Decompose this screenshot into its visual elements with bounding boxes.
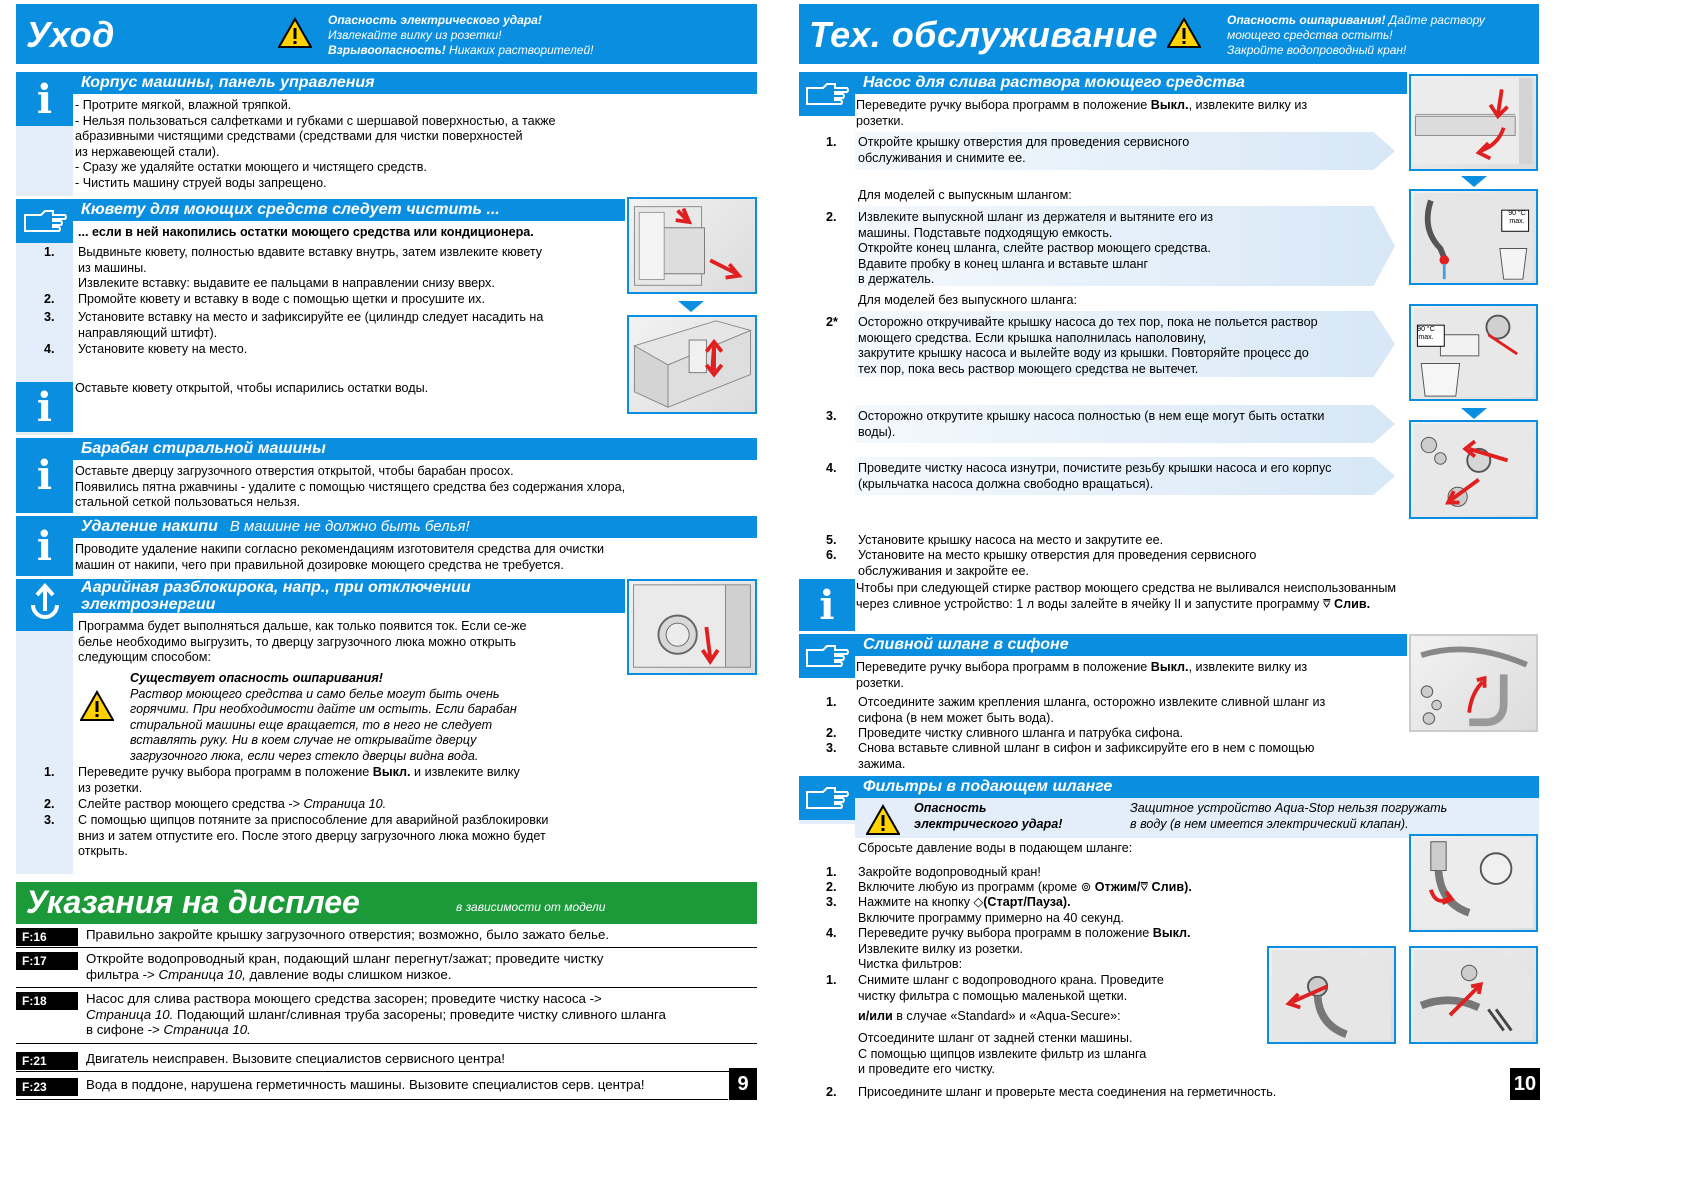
scald-warning: Существует опасность ошпаривания! Раствор моющего средства и само белье могут быть очень горячими. При необходимости дайте им остыть. Если барабан стиральной машины еще вращается, то в него не следует вставлять руку. Ни в коем случае не открывайте дверцу загрузочного люка, если через стекло дверцы видна вода. — [130, 671, 517, 763]
section-title-filters: Фильтры в подающем шланге — [855, 776, 1539, 798]
section-title-drum: Барабан стиральной машины — [73, 438, 757, 460]
step-number: 3. — [44, 813, 55, 827]
siphon-intro: Переведите ручку выбора программ в положение Выкл., извлеките вилку из розетки. — [856, 660, 1308, 690]
info-icon: i — [16, 438, 73, 513]
right-page — [778, 0, 1557, 1110]
drawer-step-2: Промойте кювету и вставку в воде с помощью щетки и просушите их. — [78, 292, 485, 306]
warning-triangle-icon — [278, 17, 312, 49]
step-number: 1. — [826, 865, 837, 879]
error-row-f17: F:17 Откройте водопроводный кран, подающий шланг перегнут/зажат; проведите чистку фильтра -> Страница 10, давление воды слишком низкое. — [16, 950, 757, 988]
pump-step-5: Установите крышку насоса на место и закрутите ее. — [858, 533, 1164, 547]
housing-text: - Протрите мягкой, влажной тряпкой. - Нельзя пользоваться салфетками и губками с шершавой поверхностью, а также абразивными чистящими средствами (средствами для чистки поверхностей из нержавеющей стали). - Сразу же удаляйте остатки моющего и чистящего средств. - Чистить машину струей воды запрещено. — [75, 98, 556, 190]
pump-nohose-heading: Для моделей без выпускного шланга: — [858, 293, 1078, 307]
filters-illustration-3 — [1409, 946, 1538, 1044]
step-number: 2* — [826, 315, 838, 329]
info-icon: i — [16, 516, 73, 576]
drawer-step-4: Установите кювету на место. — [78, 342, 248, 356]
warning-triangle-icon — [80, 690, 114, 722]
hand-pointing-icon — [799, 72, 855, 116]
filters-step-1: Закройте водопроводный кран! — [858, 865, 1041, 879]
pump-hose-heading: Для моделей с выпускным шлангом: — [858, 188, 1072, 202]
filters-clean-step-1: Снимите шланг с водопроводного крана. Проведите чистку фильтра с помощью маленькой щетки. — [858, 973, 1164, 1003]
header-warning: Опасность ошпаривания! Дайте раствору моющего средства остыть! Закройте водопроводный кран! — [1227, 13, 1485, 57]
pump-illustration-3 — [1409, 304, 1538, 401]
pump-tip: Чтобы при следующей стирке раствор моющего средства не выливался неиспользованным через сливное устройство: 1 л воды залейте в ячейку II и запустите программу ⩢ Слив. — [856, 581, 1397, 611]
info-icon: i — [16, 72, 73, 126]
filters-clean-step-2: Присоедините шланг и проверьте места соединения на герметичность. — [858, 1085, 1277, 1099]
step-number: 3. — [44, 310, 55, 324]
left-page — [0, 0, 778, 1110]
unlock-arrow-icon — [16, 579, 73, 631]
page-number: 10 — [1510, 1068, 1540, 1100]
step-number: 3. — [826, 741, 837, 755]
pump-step-1: Откройте крышку отверстия для проведения сервисного обслуживания и снимите ее. — [858, 135, 1190, 165]
step-number: 2. — [826, 726, 837, 740]
pump-step-6: Установите на место крышку отверстия для проведения сервисного обслуживания и закройте ее. — [858, 548, 1257, 578]
pump-step-3: Осторожно открутите крышку насоса полностью (в нем еще могут быть остатки воды). — [858, 409, 1325, 439]
filters-intro: Сбросьте давление воды в подающем шланге: — [858, 841, 1133, 855]
hand-pointing-icon — [799, 634, 855, 678]
step-number: 1. — [44, 765, 55, 779]
drum-text: Оставьте дверцу загрузочного отверстия открытой, чтобы барабан просох. Появились пятна ржавчины - удалите с помощью чистящего средства без содержания хлора, стальной сеткой пользоваться нельзя. — [75, 464, 626, 509]
hand-pointing-icon — [799, 776, 855, 820]
drawer-step-1: Выдвиньте кювету, полностью вдавите вставку внутрь, затем извлеките кювету из машины. Извлеките вставку: выдавите ее пальцами в направлении снизу вверх. — [78, 245, 543, 290]
siphon-step-1: Отсоедините зажим крепления шланга, осторожно извлеките сливной шланг из сифона (в нем может быть вода). — [858, 695, 1326, 725]
step-number: 3. — [826, 409, 837, 423]
header-warning: Опасность электрического удара! Извлекайте вилку из розетки! Взрывоопасность! Никаких растворителей! — [328, 13, 594, 57]
drain-symbol-icon: ⩢ — [1140, 880, 1149, 894]
step-number: 1. — [826, 135, 837, 149]
pump-intro: Переведите ручку выбора программ в положение Выкл., извлеките вилку из розетки. — [856, 98, 1308, 128]
warning-triangle-icon — [1167, 17, 1201, 49]
step-number: 6. — [826, 548, 837, 562]
error-row-f18: F:18 Насос для слива раствора моющего средства засорен; проведите чистку насоса -> Страница 10. Подающий шланг/сливная труба засорены; проведите чистку сливного шланга в сифоне -> Страница 10. — [16, 990, 757, 1044]
descaling-text: Проводите удаление накипи согласно рекомендациям изготовителя средства для очистки машин от накипи, чего при правильной дозировке моющего средства не требуется. — [75, 542, 605, 572]
emergency-step-3: С помощью щипцов потяните за приспособление для аварийной разблокировки вниз и затем отпустите его. После этого дверцу загрузочного люка можно будет открыть. — [78, 813, 549, 858]
filters-illustration-2 — [1267, 946, 1396, 1044]
info-icon: i — [799, 579, 855, 631]
page-title: Тех. обслуживание — [809, 14, 1158, 55]
emergency-intro: Программа будет выполняться дальше, как только появится ток. Если се-же белье необходимо выгрузить, то дверцу загрузочного люка можно открыть следующим способом: — [78, 619, 527, 664]
step-number: 4. — [826, 461, 837, 475]
step-number: 5. — [826, 533, 837, 547]
step-number: 4. — [826, 926, 837, 940]
filters-step-3: Нажмите на кнопку ◇(Старт/Пауза). Включите программу примерно на 40 секунд. — [858, 895, 1124, 925]
step-number: 2. — [44, 797, 55, 811]
pump-step-2: Извлеките выпускной шланг из держателя и вытяните его из машины. Подставьте подходящую емкость. Откройте конец шланга, слейте раствор моющего средства. Вдавите пробку в конец шланга и вставьте шланг в держатель. — [858, 210, 1214, 286]
step-number: 2. — [826, 1085, 837, 1099]
siphon-step-3: Снова вставьте сливной шланг в сифон и зафиксируйте его в нем с помощью зажима. — [858, 741, 1315, 771]
drawer-tip: Оставьте кювету открытой, чтобы испарились остатки воды. — [75, 381, 429, 395]
arrow-down-icon — [1461, 408, 1487, 419]
filters-alt-heading: и/или в случае «Standard» и «Aqua-Secure»: — [858, 1009, 1121, 1023]
filters-alt-text: Отсоедините шланг от задней стенки машины. С помощью щипцов извлеките фильтр из шланга и проведите его чистку. — [858, 1031, 1147, 1076]
step-number: 4. — [44, 342, 55, 356]
section-title-emergency: Аарийная разблокирока, напр., при отключении электроэнергии — [73, 579, 625, 613]
spin-icon: ⊚ — [1080, 880, 1095, 894]
section-title-housing: Корпус машины, панель управления — [73, 72, 757, 94]
pump-step-2-alt: Осторожно откручивайте крышку насоса до тех пор, пока не польется раствор моющего средства. Если крышка наполнилась наполовину, закрутите крышку насоса и вылейте воду из крышки. Повторяйте процесс до тех пор, пока весь раствор моющего средства не вытечет. — [858, 315, 1318, 376]
filters-step-2: Включите любую из программ (кроме ⊚ Отжим/⩢ Слив). — [858, 880, 1192, 894]
step-number: 2. — [826, 880, 837, 894]
emergency-step-1: Переведите ручку выбора программ в положение Выкл. и извлеките вилку из розетки. — [78, 765, 520, 795]
filters-illustration-1 — [1409, 834, 1538, 932]
pump-illustration-4 — [1409, 420, 1538, 519]
drawer-intro: ... если в ней накопились остатки моющего средства или кондиционера. — [78, 225, 534, 239]
error-row-f23: F:23 Вода в поддоне, нарушена герметичность машины. Вызовите специалистов серв. центра! — [16, 1076, 728, 1100]
filters-warning-title: Опасность электрического удара! — [914, 801, 1063, 831]
emergency-step-2: Слейте раствор моющего средства -> Страница 10. — [78, 797, 387, 811]
arrow-down-icon — [1461, 176, 1487, 187]
warning-triangle-icon — [866, 804, 900, 836]
drain-symbol-icon: ⩢ — [1322, 596, 1331, 611]
error-row-f16: F:16 Правильно закройте крышку загрузочного отверстия; возможно, было зажато белье. — [16, 926, 757, 948]
filters-step-4: Переведите ручку выбора программ в положение Выкл. Извлеките вилку из розетки. Чистка фильтров: — [858, 926, 1191, 971]
section-title-drawer: Кювету для моющих средств следует чистить ... — [73, 199, 625, 221]
info-icon: i — [16, 382, 73, 432]
pump-illustration-2 — [1409, 189, 1538, 285]
drawer-step-3: Установите вставку на место и зафиксируйте ее (цилиндр следует насадить на направляющий штифт). — [78, 310, 544, 340]
section-title-siphon: Сливной шланг в сифоне — [855, 634, 1407, 656]
emergency-illustration — [627, 579, 757, 675]
pump-illustration-1 — [1409, 74, 1538, 171]
display-header: Указания на дисплее в зависимости от модели — [16, 882, 757, 924]
drawer-illustration-2 — [627, 315, 757, 414]
step-number: 2. — [44, 292, 55, 306]
siphon-illustration — [1409, 634, 1538, 732]
step-number: 3. — [826, 895, 837, 909]
drawer-illustration-1 — [627, 197, 757, 294]
start-pause-icon: ◇ — [973, 895, 984, 909]
step-number: 1. — [44, 245, 55, 259]
arrow-down-icon — [678, 301, 704, 312]
temperature-badge: 90 °C max. — [1417, 326, 1435, 341]
section-title-pump: Насос для слива раствора моющего средства — [855, 72, 1407, 94]
step-number: 2. — [826, 210, 837, 224]
step-number: 1. — [826, 695, 837, 709]
left-header — [16, 4, 757, 64]
error-row-f21: F:21 Двигатель неисправен. Вызовите специалистов сервисного центра! — [16, 1050, 757, 1072]
filters-warning-text: Защитное устройство Aqua-Stop нельзя погружать в воду (в нем имеется электрический клапан). — [1130, 801, 1448, 831]
hand-pointing-icon — [16, 199, 73, 243]
pump-step-4: Проведите чистку насоса изнутри, почистите резьбу крышки насоса и его корпус (крыльчатка насоса должна свободно вращаться). — [858, 461, 1332, 491]
page-number: 9 — [729, 1068, 757, 1100]
right-header — [799, 4, 1539, 64]
step-number: 1. — [826, 973, 837, 987]
siphon-step-2: Проведите чистку сливного шланга и патрубка сифона. — [858, 726, 1184, 740]
page-title: Уход — [26, 14, 115, 55]
temperature-badge: 90 °C max. — [1508, 210, 1526, 225]
section-title-descaling: Удаление накипи В машине не должно быть белья! — [73, 516, 757, 538]
